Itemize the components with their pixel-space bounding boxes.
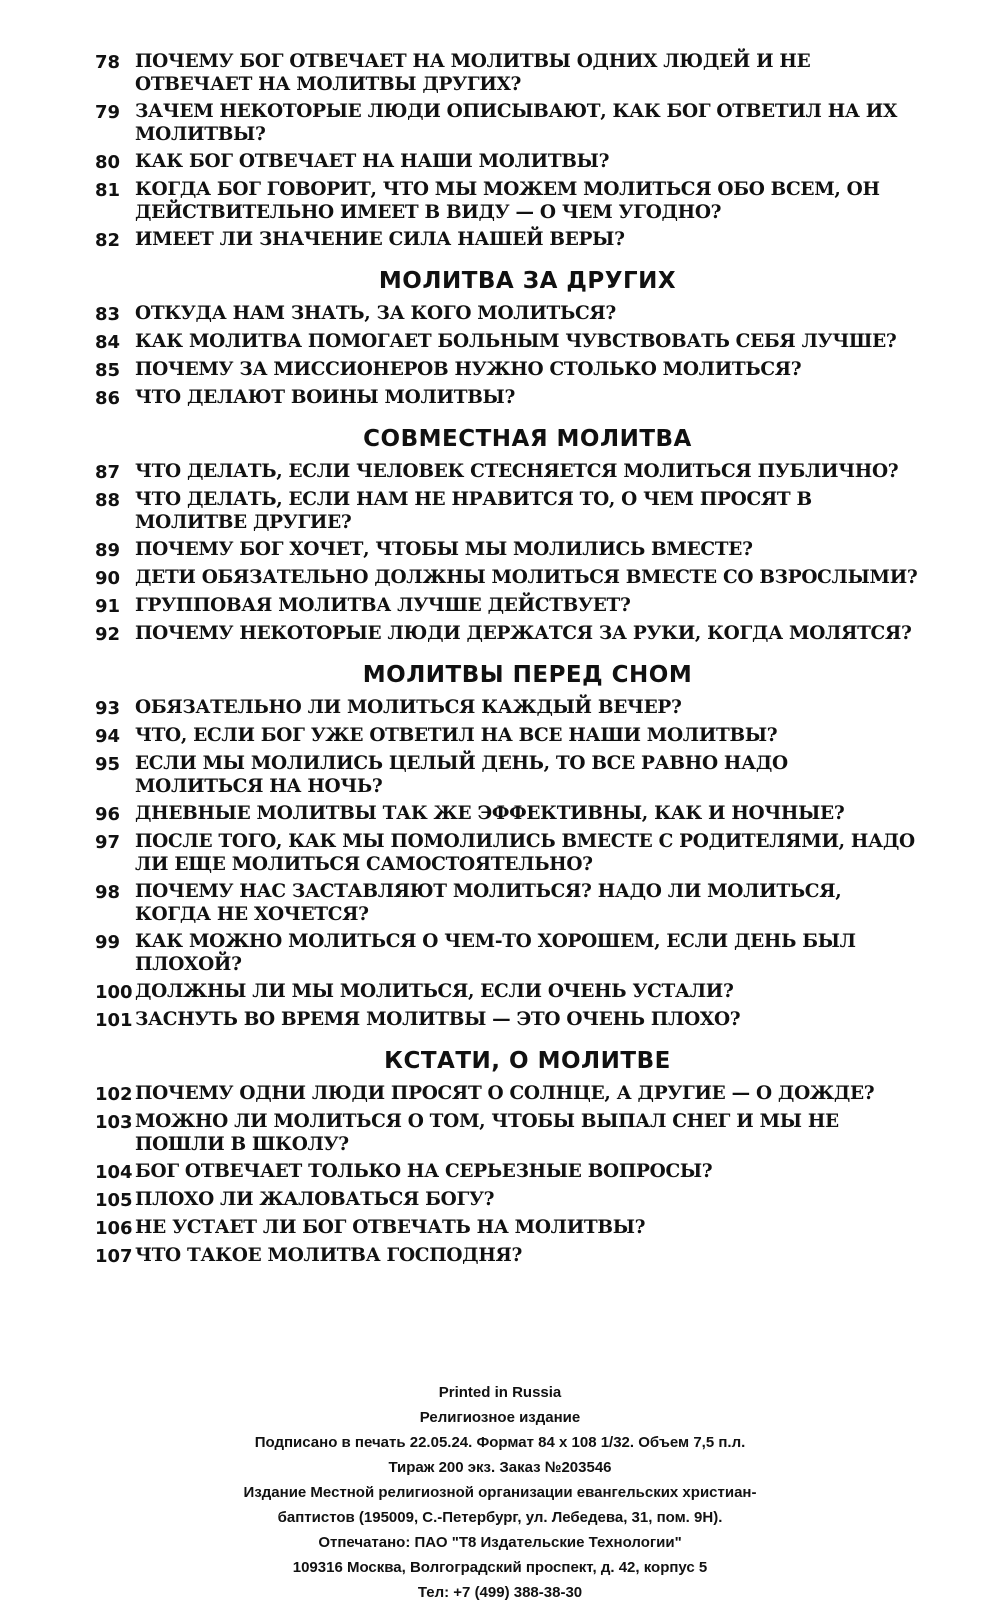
question-item	[95, 980, 920, 1004]
question-number: 99	[95, 932, 121, 953]
question-number: 79	[95, 102, 121, 123]
question-number: 90	[95, 568, 121, 589]
question-number: 103	[95, 1112, 133, 1133]
question-item	[95, 460, 920, 484]
question-number: 101	[95, 1010, 133, 1031]
question-number: 87	[95, 462, 121, 483]
question-number: 88	[95, 490, 121, 511]
question-number: 92	[95, 624, 121, 645]
question-text: НЕ УСТАЕТ ЛИ БОГ ОТВЕЧАТЬ НА МОЛИТВЫ?	[135, 1217, 646, 1238]
question-text: ГРУППОВАЯ МОЛИТВА ЛУЧШЕ ДЕЙСТВУЕТ?	[135, 595, 631, 616]
question-item	[95, 488, 920, 534]
question-item	[95, 724, 920, 748]
question-text: ДНЕВНЫЕ МОЛИТВЫ ТАК ЖЕ ЭФФЕКТИВНЫ, КАК И НОЧНЫЕ?	[135, 803, 845, 824]
question-text: ЧТО, ЕСЛИ БОГ УЖЕ ОТВЕТИЛ НА ВСЕ НАШИ МОЛИТВЫ?	[135, 725, 778, 746]
question-number: 82	[95, 230, 121, 251]
question-text: ПОЧЕМУ БОГ ХОЧЕТ, ЧТОБЫ МЫ МОЛИЛИСЬ ВМЕСТЕ?	[135, 539, 753, 560]
question-item	[95, 752, 920, 798]
question-number: 95	[95, 754, 121, 775]
imprint-line: Отпечатано: ПАО "Т8 Издательские Технологии"	[318, 1534, 682, 1551]
question-item	[95, 566, 920, 590]
question-text: ПОСЛЕ ТОГО, КАК МЫ ПОМОЛИЛИСЬ ВМЕСТЕ С РОДИТЕЛЯМИ, НАДО ЛИ ЕЩЕ МОЛИТЬСЯ САМОСТОЯТЕЛЬНО?	[135, 831, 915, 875]
question-number: 98	[95, 882, 121, 903]
section-heading: МОЛИТВА ЗА ДРУГИХ	[378, 268, 677, 294]
imprint-line: баптистов (195009, С.-Петербург, ул. Лебедева, 31, пом. 9Н).	[277, 1509, 723, 1526]
question-text: ПОЧЕМУ ЗА МИССИОНЕРОВ НУЖНО СТОЛЬКО МОЛИТЬСЯ?	[135, 359, 802, 380]
question-number: 85	[95, 360, 121, 381]
question-number: 93	[95, 698, 121, 719]
question-item	[95, 150, 920, 174]
question-item	[95, 1082, 920, 1106]
question-number: 100	[95, 982, 133, 1003]
question-text: КАК МОЖНО МОЛИТЬСЯ О ЧЕМ-ТО ХОРОШЕМ, ЕСЛИ ДЕНЬ БЫЛ ПЛОХОЙ?	[135, 931, 856, 975]
question-item	[95, 622, 920, 646]
question-text: КОГДА БОГ ГОВОРИТ, ЧТО МЫ МОЖЕМ МОЛИТЬСЯ ОБО ВСЕМ, ОН ДЕЙСТВИТЕЛЬНО ИМЕЕТ В ВИДУ — О ЧЕМ УГОДНО?	[135, 179, 880, 223]
question-list	[95, 50, 920, 1268]
question-number: 84	[95, 332, 121, 353]
section	[95, 426, 920, 646]
question-item	[95, 302, 920, 326]
question-item	[95, 1008, 920, 1032]
question-item	[95, 386, 920, 410]
question-text: ПЛОХО ЛИ ЖАЛОВАТЬСЯ БОГУ?	[135, 1189, 495, 1210]
question-text: ПОЧЕМУ НАС ЗАСТАВЛЯЮТ МОЛИТЬСЯ? НАДО ЛИ МОЛИТЬСЯ, КОГДА НЕ ХОЧЕТСЯ?	[135, 881, 842, 925]
question-item	[95, 178, 920, 224]
question-text: ПОЧЕМУ ОДНИ ЛЮДИ ПРОСЯТ О СОЛНЦЕ, А ДРУГИЕ — О ДОЖДЕ?	[135, 1083, 875, 1104]
question-number: 105	[95, 1190, 133, 1211]
question-number: 97	[95, 832, 121, 853]
question-text: ЗАЧЕМ НЕКОТОРЫЕ ЛЮДИ ОПИСЫВАЮТ, КАК БОГ ОТВЕТИЛ НА ИХ МОЛИТВЫ?	[135, 101, 898, 145]
question-number: 89	[95, 540, 121, 561]
question-item	[95, 1160, 920, 1184]
question-number: 107	[95, 1246, 133, 1267]
question-number: 83	[95, 304, 121, 325]
question-text: ДЕТИ ОБЯЗАТЕЛЬНО ДОЛЖНЫ МОЛИТЬСЯ ВМЕСТЕ СО ВЗРОСЛЫМИ?	[135, 567, 918, 588]
section-heading: КСТАТИ, О МОЛИТВЕ	[384, 1048, 671, 1074]
question-item	[95, 594, 920, 618]
question-text: ЗАСНУТЬ ВО ВРЕМЯ МОЛИТВЫ — ЭТО ОЧЕНЬ ПЛОХО?	[135, 1009, 741, 1030]
imprint-line: Религиозное издание	[419, 1409, 581, 1426]
question-item	[95, 1188, 920, 1212]
question-text: ОТКУДА НАМ ЗНАТЬ, ЗА КОГО МОЛИТЬСЯ?	[135, 303, 616, 324]
question-item	[95, 358, 920, 382]
question-text: ДОЛЖНЫ ЛИ МЫ МОЛИТЬСЯ, ЕСЛИ ОЧЕНЬ УСТАЛИ?	[135, 981, 734, 1002]
section-heading: МОЛИТВЫ ПЕРЕД СНОМ	[362, 662, 693, 688]
question-number: 106	[95, 1218, 133, 1239]
section	[95, 662, 920, 1032]
question-text: КАК МОЛИТВА ПОМОГАЕТ БОЛЬНЫМ ЧУВСТВОВАТЬ СЕБЯ ЛУЧШЕ?	[135, 331, 897, 352]
question-number: 86	[95, 388, 121, 409]
question-text: ОБЯЗАТЕЛЬНО ЛИ МОЛИТЬСЯ КАЖДЫЙ ВЕЧЕР?	[135, 697, 682, 718]
question-text: МОЖНО ЛИ МОЛИТЬСЯ О ТОМ, ЧТОБЫ ВЫПАЛ СНЕГ И МЫ НЕ ПОШЛИ В ШКОЛУ?	[135, 1111, 839, 1155]
question-item	[95, 100, 920, 146]
question-item	[95, 696, 920, 720]
question-text: ЧТО ДЕЛАТЬ, ЕСЛИ ЧЕЛОВЕК СТЕСНЯЕТСЯ МОЛИТЬСЯ ПУБЛИЧНО?	[135, 461, 899, 482]
question-text: ПОЧЕМУ НЕКОТОРЫЕ ЛЮДИ ДЕРЖАТСЯ ЗА РУКИ, КОГДА МОЛЯТСЯ?	[135, 623, 912, 644]
question-text: ЧТО ТАКОЕ МОЛИТВА ГОСПОДНЯ?	[135, 1245, 523, 1266]
question-text: ИМЕЕТ ЛИ ЗНАЧЕНИЕ СИЛА НАШЕЙ ВЕРЫ?	[135, 229, 625, 250]
question-number: 80	[95, 152, 121, 173]
question-item	[95, 930, 920, 976]
question-item	[95, 1216, 920, 1240]
question-number: 91	[95, 596, 121, 617]
question-item	[95, 1244, 920, 1268]
imprint-line: Издание Местной религиозной организации евангельских христиан-	[243, 1484, 757, 1501]
imprint-line: Подписано в печать 22.05.24. Формат 84 x 108 1/32. Объем 7,5 п.л.	[254, 1434, 746, 1451]
imprint-line: Тел: +7 (499) 388-38-30	[417, 1584, 583, 1601]
question-item	[95, 880, 920, 926]
question-item	[95, 802, 920, 826]
question-text: ЧТО ДЕЛАЮТ ВОИНЫ МОЛИТВЫ?	[135, 387, 515, 408]
imprint-line: Printed in Russia	[438, 1384, 562, 1401]
section	[95, 50, 920, 252]
question-item	[95, 228, 920, 252]
question-number: 104	[95, 1162, 133, 1183]
question-text: ЕСЛИ МЫ МОЛИЛИСЬ ЦЕЛЫЙ ДЕНЬ, ТО ВСЕ РАВНО НАДО МОЛИТЬСЯ НА НОЧЬ?	[135, 753, 788, 797]
question-number: 96	[95, 804, 121, 825]
question-number: 81	[95, 180, 121, 201]
question-text: БОГ ОТВЕЧАЕТ ТОЛЬКО НА СЕРЬЕЗНЫЕ ВОПРОСЫ?	[135, 1161, 713, 1182]
question-item	[95, 538, 920, 562]
question-number: 78	[95, 52, 121, 73]
question-item	[95, 1110, 920, 1156]
section	[95, 268, 920, 410]
question-number: 94	[95, 726, 121, 747]
question-item	[95, 330, 920, 354]
imprint-line: Тираж 200 экз. Заказ №203546	[388, 1459, 612, 1476]
imprint	[0, 1380, 1000, 1605]
question-number: 102	[95, 1084, 133, 1105]
question-text: ПОЧЕМУ БОГ ОТВЕЧАЕТ НА МОЛИТВЫ ОДНИХ ЛЮДЕЙ И НЕ ОТВЕЧАЕТ НА МОЛИТВЫ ДРУГИХ?	[135, 51, 811, 95]
section	[95, 1048, 920, 1268]
question-text: ЧТО ДЕЛАТЬ, ЕСЛИ НАМ НЕ НРАВИТСЯ ТО, О ЧЕМ ПРОСЯТ В МОЛИТВЕ ДРУГИЕ?	[135, 489, 812, 533]
question-text: КАК БОГ ОТВЕЧАЕТ НА НАШИ МОЛИТВЫ?	[135, 151, 610, 172]
section-heading: СОВМЕСТНАЯ МОЛИТВА	[363, 426, 692, 452]
question-item	[95, 830, 920, 876]
question-item	[95, 50, 920, 96]
imprint-line: 109316 Москва, Волгоградский проспект, д. 42, корпус 5	[292, 1559, 708, 1576]
